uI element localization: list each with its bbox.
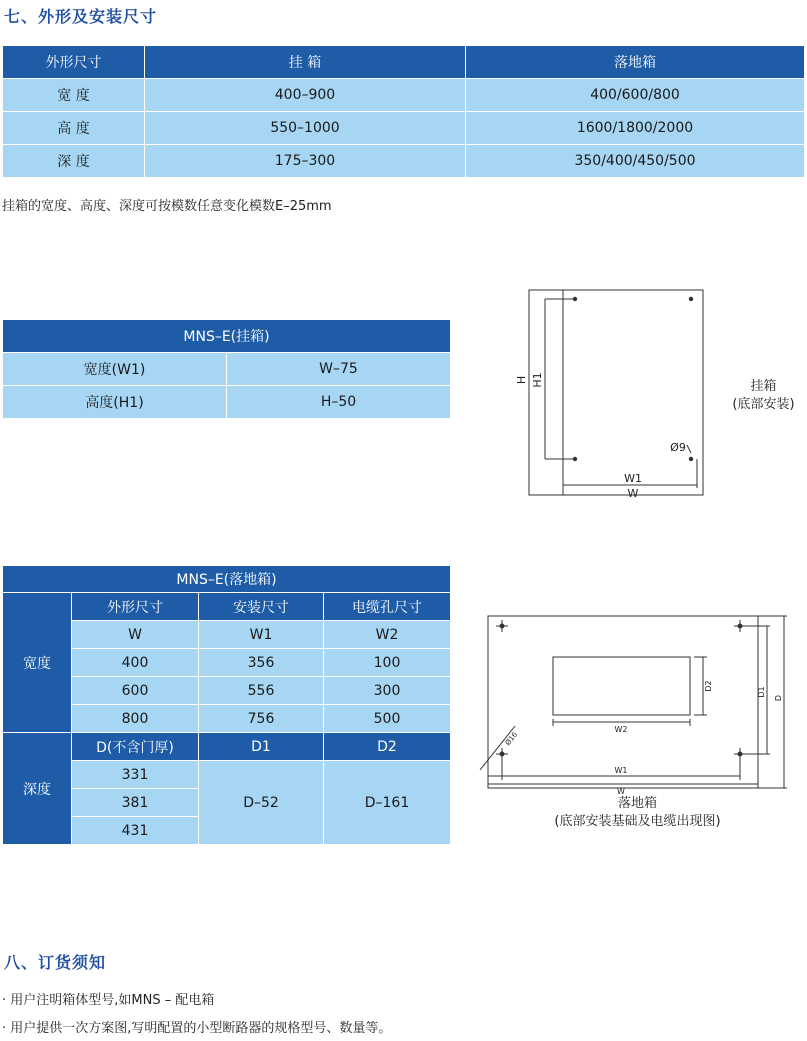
cell-value: 1600/1800/2000 — [466, 112, 805, 145]
label-h: H — [515, 375, 528, 385]
symbol-w1: W1 — [199, 621, 324, 649]
wall-box-table-title: MNS–E(挂箱) — [3, 320, 451, 353]
mount-hole-marker — [496, 620, 508, 632]
cell-value: 100 — [324, 649, 451, 677]
module-note: 挂箱的宽度、高度、深度可按模数任意变化模数E–25mm — [2, 199, 332, 214]
cell-value: 356 — [199, 649, 324, 677]
cell-value: 331 — [72, 761, 199, 789]
floor-box-caption-sub: (底部安装基础及电缆出现图) — [554, 814, 721, 829]
section-8-title: 八、订货须知 — [4, 953, 107, 972]
floor-box-outline — [488, 616, 758, 788]
col-header-depth: D(不含门厚) — [72, 733, 199, 761]
cell-value: 175–300 — [145, 145, 466, 178]
mount-hole-marker — [734, 748, 746, 760]
floor-box-table-title: MNS–E(落地箱) — [3, 566, 451, 593]
label-w1: W1 — [614, 766, 628, 775]
row-label-height: 高 度 — [3, 112, 145, 145]
mount-hole-marker — [734, 620, 746, 632]
table-row — [3, 112, 805, 145]
label-d2: D2 — [704, 680, 713, 692]
cell-value: 350/400/450/500 — [466, 145, 805, 178]
mount-hole-marker — [496, 748, 508, 760]
wall-box-diagram — [505, 285, 715, 505]
label-w: W — [617, 787, 625, 796]
col-header-outline: 外形尺寸 — [3, 46, 145, 79]
cell-value: 400–900 — [145, 79, 466, 112]
col-header-wall-box: 挂 箱 — [145, 46, 466, 79]
row-label-width: 宽 度 — [3, 79, 145, 112]
cell-value: 756 — [199, 705, 324, 733]
row-label-depth: 深 度 — [3, 145, 145, 178]
cell-value: 500 — [324, 705, 451, 733]
col-header-floor-box: 落地箱 — [466, 46, 805, 79]
row-label: 宽度(W1) — [3, 353, 227, 386]
wall-box-caption — [720, 378, 807, 414]
depth-group-label: 深度 — [3, 733, 72, 845]
symbol-w: W — [72, 621, 199, 649]
label-hole: Ø16 — [503, 730, 520, 747]
symbol-w2: W2 — [324, 621, 451, 649]
cell-value: 400/600/800 — [466, 79, 805, 112]
floor-box-table — [2, 565, 451, 845]
width-group-label: 宽度 — [3, 593, 72, 733]
cell-value: 381 — [72, 789, 199, 817]
label-hole: Ø9 — [670, 441, 686, 454]
label-h1: H1 — [531, 372, 544, 388]
col-header-d2: D2 — [324, 733, 451, 761]
section-7-title: 七、外形及安装尺寸 — [4, 7, 158, 26]
label-d1: D1 — [757, 686, 766, 698]
mount-hole — [573, 457, 577, 461]
wall-box-outline — [529, 290, 703, 495]
cell-value: 300 — [324, 677, 451, 705]
wall-box-caption-title: 挂箱 — [750, 379, 777, 394]
cable-hole-outline — [553, 657, 690, 715]
label-w2: W2 — [614, 725, 628, 734]
cell-value: W–75 — [227, 353, 451, 386]
table-row — [3, 79, 805, 112]
cell-value: 400 — [72, 649, 199, 677]
floor-box-diagram — [475, 608, 800, 798]
mount-hole — [689, 297, 693, 301]
floor-box-caption — [500, 795, 775, 831]
wall-box-table — [2, 319, 451, 419]
col-header-cable-hole: 电缆孔尺寸 — [324, 593, 451, 621]
label-w: W — [627, 487, 639, 500]
table-row — [3, 353, 451, 386]
col-header-outline: 外形尺寸 — [72, 593, 199, 621]
col-header-mounting: 安装尺寸 — [199, 593, 324, 621]
mount-hole — [573, 297, 577, 301]
cell-value: 556 — [199, 677, 324, 705]
cell-value: 600 — [72, 677, 199, 705]
cell-value: 431 — [72, 817, 199, 845]
order-note-1: · 用户注明箱体型号,如MNS – 配电箱 — [2, 993, 215, 1008]
d1-value: D–52 — [199, 761, 324, 845]
table-row — [3, 145, 805, 178]
col-header-d1: D1 — [199, 733, 324, 761]
order-note-2: · 用户提供一次方案图,写明配置的小型断路器的规格型号、数量等。 — [2, 1021, 392, 1036]
row-label: 高度(H1) — [3, 386, 227, 419]
wall-box-caption-sub: (底部安装) — [732, 397, 795, 412]
cell-value: H–50 — [227, 386, 451, 419]
label-d: D — [774, 694, 783, 702]
table-row — [3, 386, 451, 419]
d2-value: D–161 — [324, 761, 451, 845]
mount-hole — [689, 457, 693, 461]
cell-value: 550–1000 — [145, 112, 466, 145]
floor-box-caption-title: 落地箱 — [617, 796, 657, 811]
label-w1: W1 — [624, 472, 642, 485]
cell-value: 800 — [72, 705, 199, 733]
dimensions-table — [2, 45, 805, 178]
